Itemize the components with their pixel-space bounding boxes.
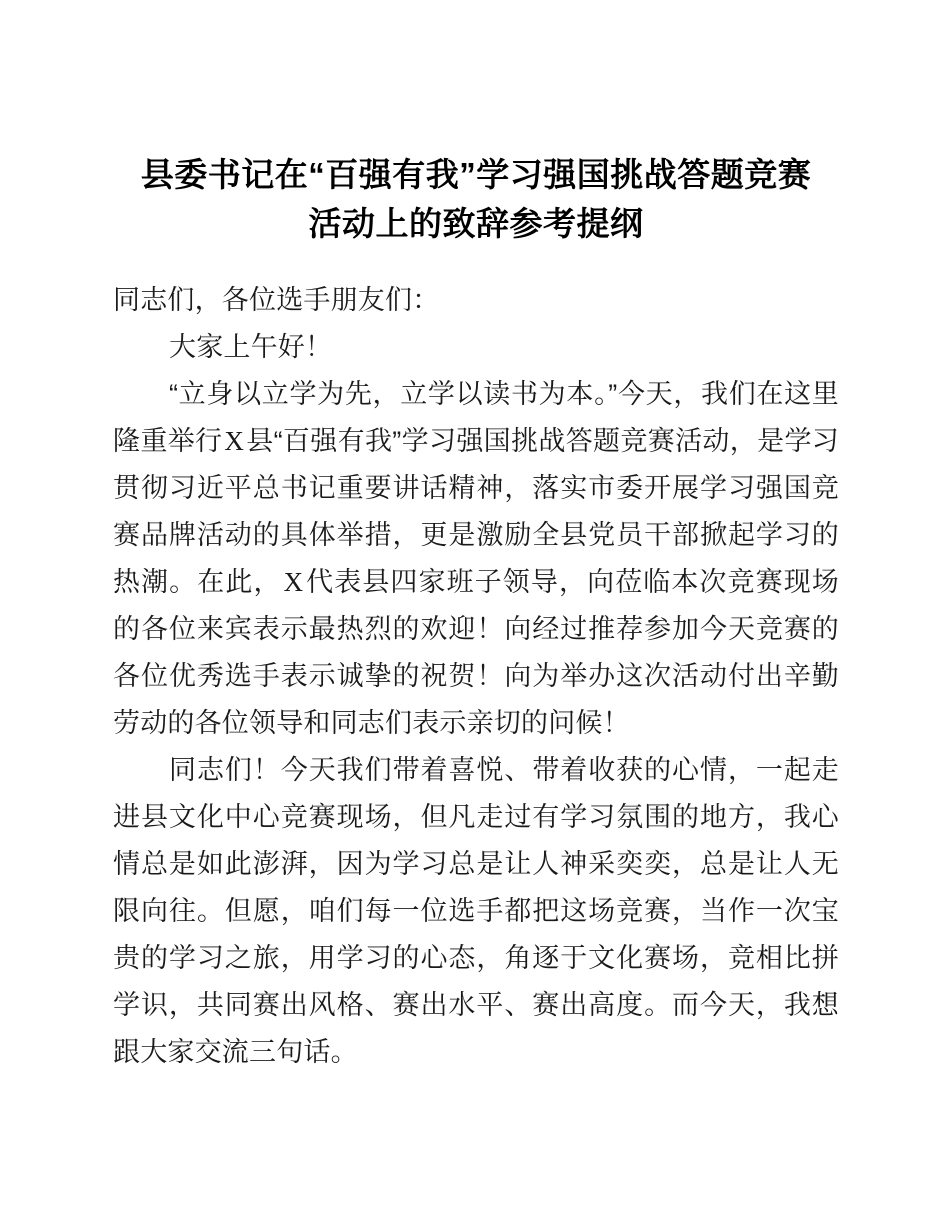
para-opening-remarks: “立身以立学为先，立学以读书为本。”今天，我们在这里隆重举行X县“百强有我”学习强国挑战答题竞赛活动，是学习贯彻习近平总书记重要讲话精神，落实市委开展学习强国竞赛品牌活动的具体举措，更是激励全县党员干部掀起学习的热潮。在此，X代表县四家班子领导，向莅临本次竞赛现场的各位来宾表示最热烈的欢迎！向经过推荐参加今天竞赛的各位优秀选手表示诚挚的祝贺！向为举办这次活动付出辛勤劳动的各位领导和同志们表示亲切的问候！ [113, 379, 839, 738]
page-title [113, 0, 839, 248]
title-line-2: 活动上的致辞参考提纲 [308, 205, 644, 242]
greeting-line: 大家上午好！ [169, 332, 333, 362]
latin-placeholder: X [224, 426, 245, 456]
latin-placeholder: X [283, 567, 304, 597]
salutation-line: 同志们，各位选手朋友们： [113, 285, 440, 315]
title-line-1: 县委书记在“百强有我”学习强国挑战答题竞赛 [140, 156, 812, 193]
para-competition-spirit: 同志们！今天我们带着喜悦、带着收获的心情，一起走进县文化中心竞赛现场，但凡走过有学习氛围的地方，我心情总是如此澎湃，因为学习总是让人神采奕奕，总是让人无限向往。但愿，咱们每一位选手都把这场竞赛，当作一次宝贵的学习之旅，用学习的心态，角逐于文化赛场，竞相比拼学识，共同赛出风格、赛出水平、赛出高度。而今天，我想跟大家交流三句话。 [113, 755, 839, 1067]
document-content-area [113, 0, 839, 1076]
document-body [113, 277, 839, 1076]
